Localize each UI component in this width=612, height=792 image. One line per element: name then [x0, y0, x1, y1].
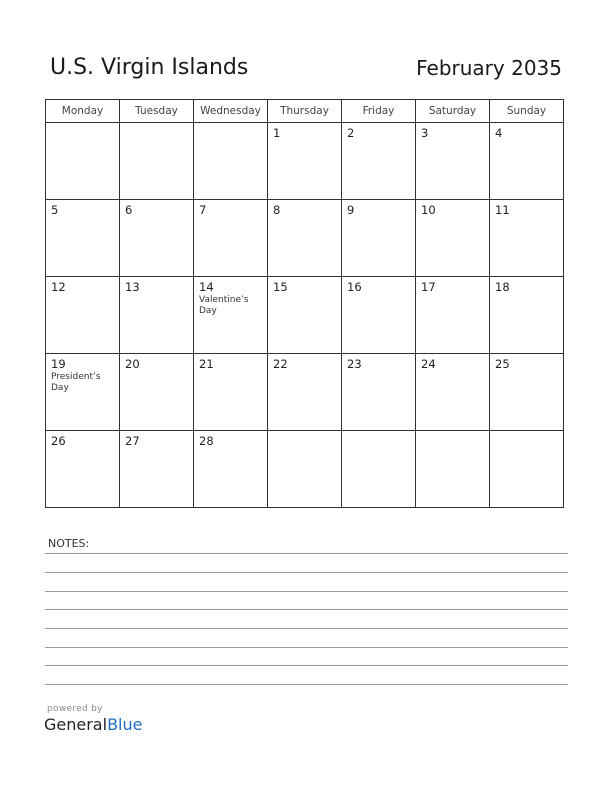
- brand-footer: [44, 704, 142, 734]
- weekday-sunday: Sunday: [490, 100, 564, 123]
- powered-by-text: powered by: [47, 704, 103, 714]
- day-number: 15: [273, 280, 288, 294]
- day-number: 13: [125, 280, 140, 294]
- day-number: 1: [273, 126, 281, 140]
- day-cell: [120, 431, 194, 508]
- day-number: 2: [347, 126, 355, 140]
- weekday-saturday: Saturday: [416, 100, 490, 123]
- brand-general-text: General: [44, 715, 108, 734]
- day-number: 26: [51, 434, 66, 448]
- day-cell: [194, 277, 268, 354]
- notes-line: [45, 665, 568, 666]
- notes-line: [45, 591, 568, 592]
- day-number: 24: [421, 357, 436, 371]
- weekday-header-row: [46, 100, 564, 123]
- notes-line: [45, 572, 568, 573]
- day-number: 10: [421, 203, 436, 217]
- day-cell: [46, 123, 120, 200]
- day-cell: [490, 277, 564, 354]
- notes-line: [45, 553, 568, 554]
- day-cell: [342, 277, 416, 354]
- calendar-region-title: U.S. Virgin Islands: [50, 55, 249, 80]
- brand-blue-text: Blue: [107, 715, 143, 734]
- weekday-wednesday: Wednesday: [194, 100, 268, 123]
- day-number: 23: [347, 357, 362, 371]
- day-cell: [490, 354, 564, 431]
- day-cell: [194, 200, 268, 277]
- day-cell: [46, 354, 120, 431]
- day-cell: [46, 431, 120, 508]
- weekday-thursday: Thursday: [268, 100, 342, 123]
- day-cell: [342, 123, 416, 200]
- day-cell: [46, 200, 120, 277]
- day-cell: [268, 200, 342, 277]
- day-number: 5: [51, 203, 59, 217]
- day-cell: [416, 123, 490, 200]
- day-number: 19: [51, 357, 66, 371]
- day-cell: [490, 200, 564, 277]
- holiday-label: President’s Day: [51, 372, 101, 393]
- day-cell: [120, 123, 194, 200]
- day-number: 20: [125, 357, 140, 371]
- brand-logo: [44, 715, 142, 734]
- notes-label: NOTES:: [48, 537, 90, 550]
- day-cell: [46, 277, 120, 354]
- week-row: [46, 431, 564, 508]
- day-cell: [120, 200, 194, 277]
- calendar-grid: [45, 99, 564, 508]
- day-number: 11: [495, 203, 510, 217]
- day-number: 16: [347, 280, 362, 294]
- day-cell: [416, 431, 490, 508]
- day-number: 18: [495, 280, 510, 294]
- calendar-month-title: February 2035: [416, 56, 562, 80]
- day-cell: [268, 123, 342, 200]
- day-cell: [490, 123, 564, 200]
- week-row: [46, 277, 564, 354]
- day-cell: [268, 431, 342, 508]
- day-cell: [342, 354, 416, 431]
- day-cell: [268, 277, 342, 354]
- day-number: 6: [125, 203, 133, 217]
- holiday-label: Valentine’s Day: [199, 295, 249, 316]
- day-cell: [416, 200, 490, 277]
- day-number: 9: [347, 203, 355, 217]
- day-number: 4: [495, 126, 503, 140]
- day-number: 17: [421, 280, 436, 294]
- weekday-tuesday: Tuesday: [120, 100, 194, 123]
- notes-line: [45, 684, 568, 685]
- day-number: 8: [273, 203, 281, 217]
- day-number: 28: [199, 434, 214, 448]
- notes-line: [45, 609, 568, 610]
- weekday-monday: Monday: [46, 100, 120, 123]
- day-number: 21: [199, 357, 214, 371]
- day-number: 14: [199, 280, 214, 294]
- day-cell: [194, 354, 268, 431]
- day-cell: [416, 277, 490, 354]
- notes-line: [45, 647, 568, 648]
- day-cell: [268, 354, 342, 431]
- day-number: 25: [495, 357, 510, 371]
- weekday-friday: Friday: [342, 100, 416, 123]
- day-cell: [120, 354, 194, 431]
- day-cell: [490, 431, 564, 508]
- notes-line: [45, 628, 568, 629]
- day-cell: [416, 354, 490, 431]
- week-row: [46, 354, 564, 431]
- day-cell: [120, 277, 194, 354]
- day-cell: [194, 123, 268, 200]
- day-number: 27: [125, 434, 140, 448]
- day-number: 7: [199, 203, 207, 217]
- day-cell: [342, 200, 416, 277]
- day-number: 12: [51, 280, 66, 294]
- week-row: [46, 200, 564, 277]
- day-number: 22: [273, 357, 288, 371]
- day-cell: [342, 431, 416, 508]
- week-row: [46, 123, 564, 200]
- day-cell: [194, 431, 268, 508]
- day-number: 3: [421, 126, 429, 140]
